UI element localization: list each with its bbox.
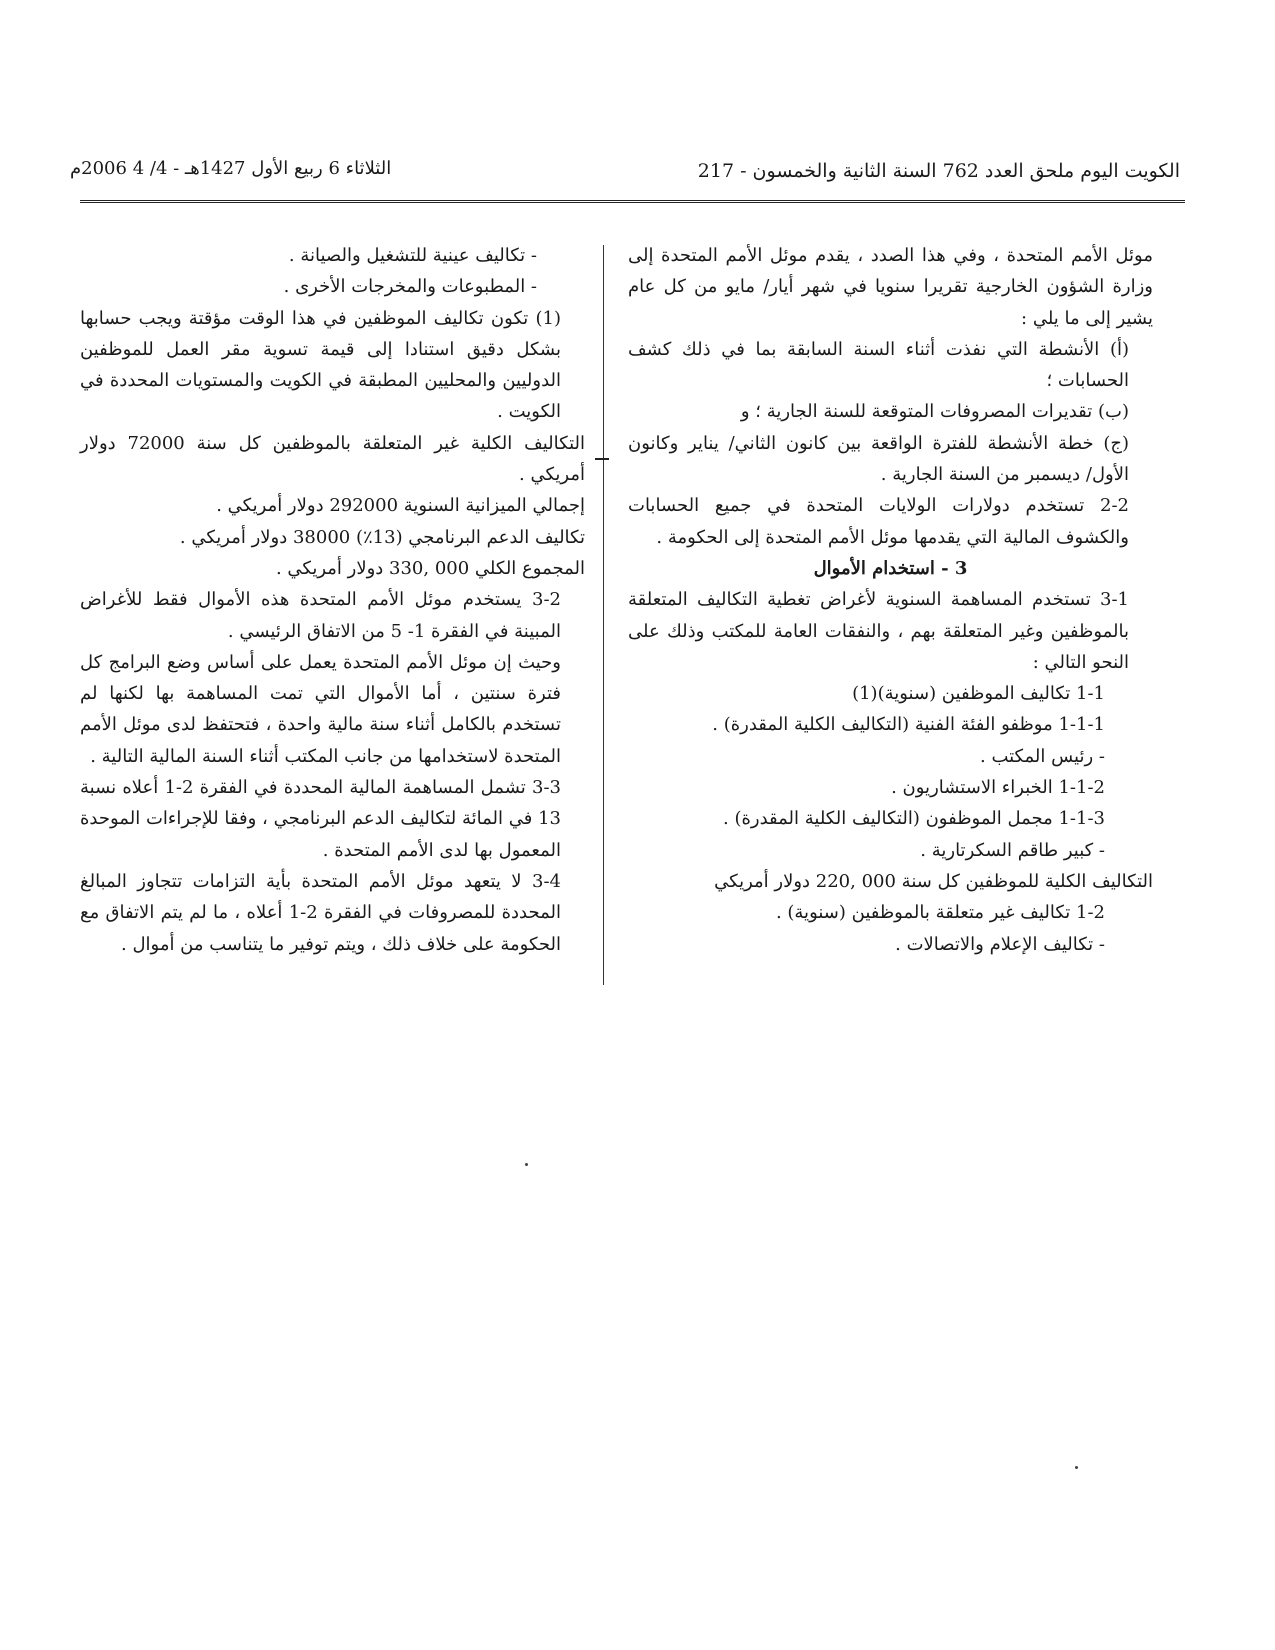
budget-line: تكاليف الدعم البرنامجي (13٪) 38000 دولار أمريكي . bbox=[179, 526, 585, 548]
paragraph-3-2: 3-2 يستخدم موئل الأمم المتحدة هذه الأموال فقط للأغراض المبينة في الفقرة 1- 5 من الاتفاق الرئيسي . bbox=[80, 589, 561, 642]
list-item: - تكاليف الإعلام والاتصالات . bbox=[895, 933, 1105, 955]
paragraph-3-1: 3-1 تستخدم المساهمة السنوية لأغراض تغطية التكاليف المتعلقة بالموظفين وغير المتعلقة بهم ، والنفقات العامة للمكتب وذلك على النحو التالي : bbox=[628, 589, 1129, 673]
list-item-c: (ج) خطة الأنشطة للفترة الواقعة بين كانون الثاني/ يناير وكانون الأول/ ديسمبر من السنة الجارية . bbox=[628, 432, 1129, 486]
list-item: 1-1-1 موظفو الفئة الفنية (التكاليف الكلية المقدرة) . bbox=[712, 714, 1105, 736]
list-item: 1-1-3 مجمل الموظفون (التكاليف الكلية المقدرة) . bbox=[723, 808, 1105, 830]
budget-line: المجموع الكلي 000 ,330 دولار أمريكي . bbox=[275, 557, 585, 579]
list-item: 1-2 تكاليف غير متعلقة بالموظفين (سنوية) . bbox=[775, 902, 1105, 924]
list-item: - المطبوعات والمخرجات الأخرى . bbox=[283, 276, 537, 298]
paragraph-2-2: 2-2 تستخدم دولارات الولايات المتحدة في جميع الحسابات والكشوف المالية التي يقدمها موئل الأمم المتحدة إلى الحكومة . bbox=[628, 495, 1129, 548]
page-header bbox=[70, 150, 1180, 190]
list-item: - تكاليف عينية للتشغيل والصيانة . bbox=[288, 245, 537, 266]
footnote: (1) تكون تكاليف الموظفين في هذا الوقت مؤقتة ويجب حسابها بشكل دقيق استنادا إلى قيمة تسوية مقر العمل للموظفين الدوليين والمحليين المطبقة في الكويت والمستويات المحددة في الكويت . bbox=[80, 307, 561, 423]
header-publication-info: الكويت اليوم ملحق العدد 762 السنة الثانية والخمسون - 217 bbox=[697, 160, 1180, 182]
header-rule bbox=[80, 200, 1185, 203]
paragraph: موئل الأمم المتحدة ، وفي هذا الصدد ، يقدم موئل الأمم المتحدة إلى وزارة الشؤون الخارجية تقريرا سنويا في شهر أيار/ مايو من كل عام يشير إلى ما يلي : bbox=[628, 245, 1153, 329]
scan-speck bbox=[1075, 1466, 1078, 1469]
list-item: 1-1-2 الخبراء الاستشاريون . bbox=[891, 777, 1105, 799]
left-column bbox=[80, 240, 585, 960]
list-item-a: (أ) الأنشطة التي نفذت أثناء السنة السابقة بما في ذلك كشف الحسابات ؛ bbox=[628, 338, 1129, 392]
right-column bbox=[628, 240, 1153, 960]
header-date: الثلاثاء 6 ربيع الأول 1427هـ - 4/ 4 2006م bbox=[70, 158, 392, 179]
total-line: التكاليف الكلية للموظفين كل سنة 000 ,220 دولار أمريكي bbox=[714, 870, 1153, 892]
divider-mark bbox=[595, 458, 609, 460]
paragraph-3-3: 3-3 تشمل المساهمة المالية المحددة في الفقرة 2-1 أعلاه نسبة 13 في المائة لتكاليف الدعم البرنامجي ، وفقا للإجراءات الموحدة المعمول بها لدى الأمم المتحدة . bbox=[80, 777, 561, 861]
scan-speck bbox=[525, 1163, 528, 1166]
column-divider bbox=[603, 245, 604, 985]
list-item: 1-1 تكاليف الموظفين (سنوية)(1) bbox=[852, 683, 1105, 705]
section-heading: 3 - استخدام الأموال bbox=[813, 557, 968, 579]
list-item: - رئيس المكتب . bbox=[980, 745, 1105, 767]
budget-line: التكاليف الكلية غير المتعلقة بالموظفين كل سنة 72000 دولار أمريكي . bbox=[80, 432, 585, 486]
paragraph: وحيث إن موئل الأمم المتحدة يعمل على أساس وضع البرامج كل فترة سنتين ، أما الأموال التي تمت المساهمة بها لكنها لم تستخدم بالكامل أثناء سنة مالية واحدة ، فتحتفظ لدى موئل الأمم المتحدة لاستخدامها من جانب المكتب أثناء السنة المالية التالية . bbox=[80, 651, 561, 767]
paragraph-3-4: 3-4 لا يتعهد موئل الأمم المتحدة بأية التزامات تتجاوز المبالغ المحددة للمصروفات في الفقرة 2-1 أعلاه ، ما لم يتم الاتفاق مع الحكومة على خلاف ذلك ، ويتم توفير ما يتناسب من أموال . bbox=[80, 870, 562, 955]
list-item-b: (ب) تقديرات المصروفات المتوقعة للسنة الجارية ؛ و bbox=[740, 401, 1129, 423]
list-item: - كبير طاقم السكرتارية . bbox=[920, 839, 1105, 861]
budget-line: إجمالي الميزانية السنوية 292000 دولار أمريكي . bbox=[216, 495, 585, 517]
